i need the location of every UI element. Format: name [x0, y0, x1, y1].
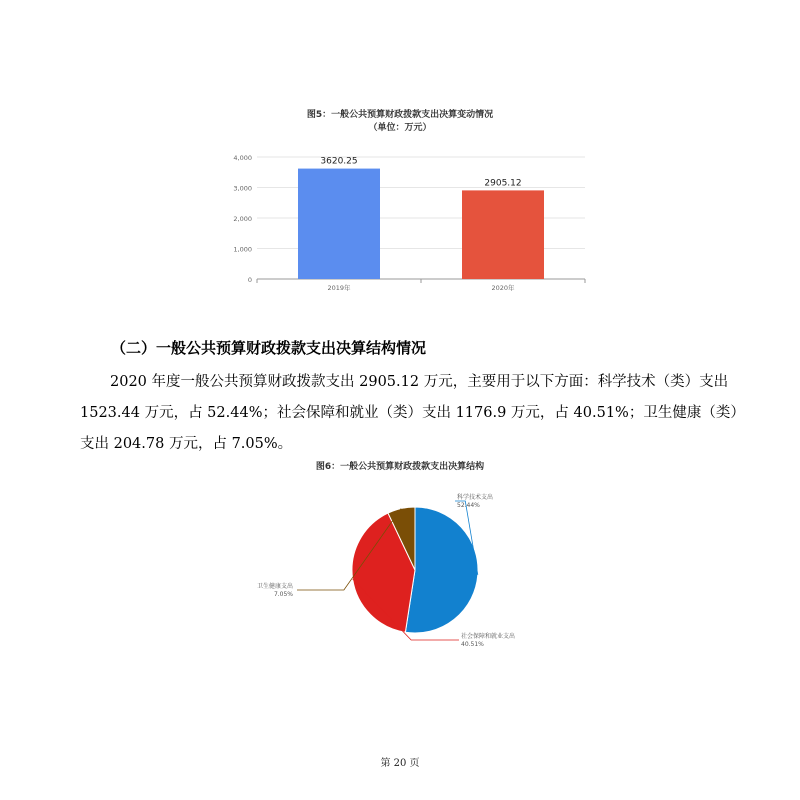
section-heading: （二）一般公共预算财政拨款支出决算结构情况	[111, 339, 427, 357]
pie-slice-label: 卫生健康支出	[256, 583, 293, 590]
y-tick-label: 0	[247, 276, 252, 284]
page-number: 第 20 页	[380, 758, 420, 769]
fig6-title: 图6：一般公共预算财政拨款支出决算结构	[315, 462, 485, 472]
paragraph-line: 支出 204.78 万元，占 7.05%。	[80, 436, 293, 452]
pie-slice	[405, 507, 478, 633]
y-tick-label: 1,000	[233, 245, 252, 254]
y-tick-label: 3,000	[233, 184, 252, 193]
paragraph-line: 1523.44 万元，占 52.44%；社会保障和就业（类）支出 1176.9 万元，占 40.51%；卫生健康（类）	[80, 405, 745, 421]
bar	[298, 169, 380, 279]
x-tick-label: 2019年	[327, 284, 351, 292]
pie-slice-percent: 7.05%	[273, 591, 293, 598]
fig6-pie-chart	[0, 470, 800, 670]
fig5-bar-chart	[0, 0, 800, 300]
y-tick-label: 4,000	[233, 154, 252, 162]
y-tick-label: 2,000	[233, 215, 252, 223]
bar	[462, 190, 544, 279]
pie-slice-label: 科学技术支出	[457, 494, 494, 501]
pie-slice-label: 社会保障和就业支出	[461, 633, 516, 640]
fig5-unit-label: （单位：万元）	[368, 123, 432, 133]
bar-value-label: 2905.12	[484, 178, 522, 189]
section-paragraph	[80, 367, 745, 460]
pie-slice-percent: 40.51%	[461, 641, 484, 648]
pie-slice-percent: 52.44%	[457, 502, 480, 509]
fig5-title: 图5：一般公共预算财政拨款支出决算变动情况	[306, 110, 494, 120]
paragraph-line: 2020 年度一般公共预算财政拨款支出 2905.12 万元，主要用于以下方面：科学技术（类）支出	[110, 374, 729, 390]
x-tick-label: 2020年	[491, 284, 515, 292]
bar-value-label: 3620.25	[320, 156, 358, 167]
